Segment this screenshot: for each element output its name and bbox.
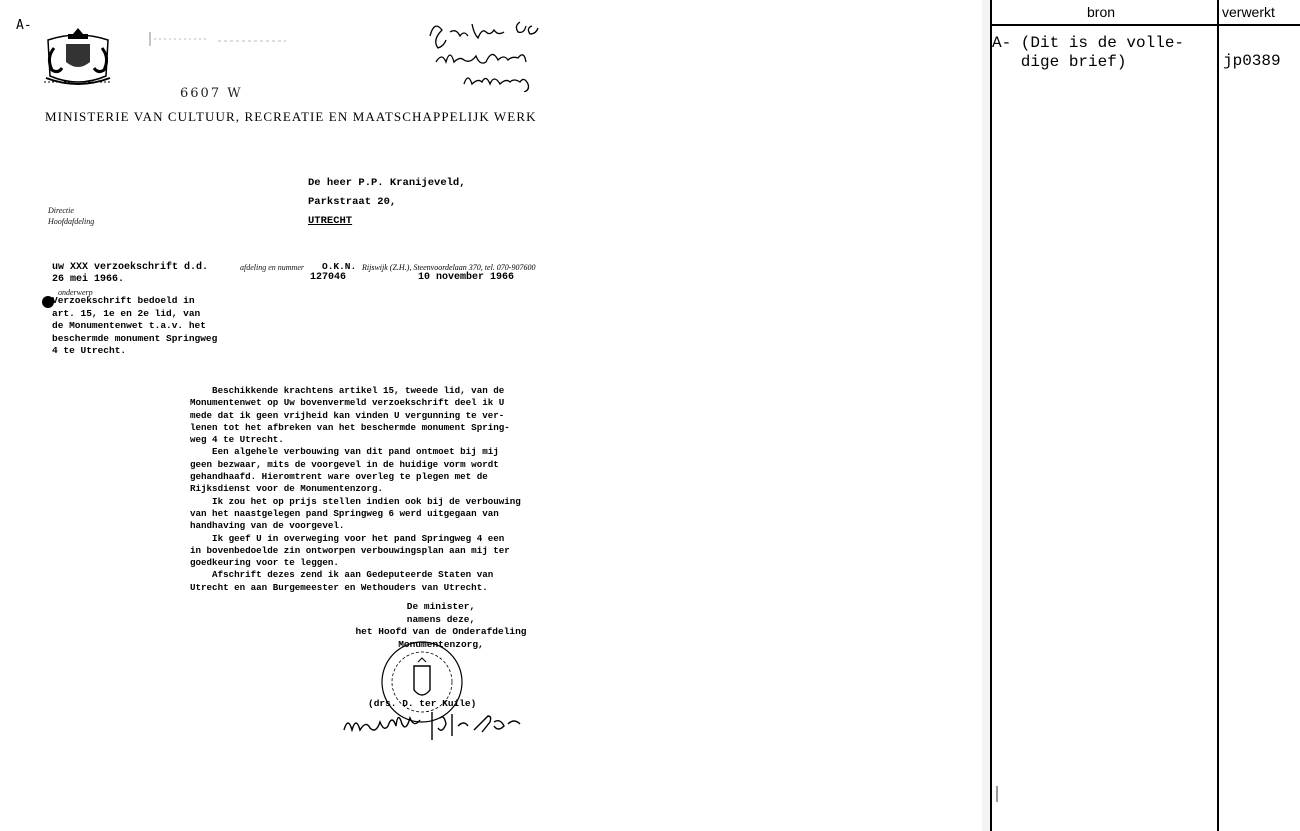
closing-line3: het Hoofd van de Onderafdeling — [355, 626, 527, 637]
addressee-name: De heer P.P. Kranijeveld, — [308, 177, 466, 189]
scan-edge — [982, 0, 990, 831]
table-column-divider — [1217, 0, 1219, 831]
closing-line4: Monumentenzorg, — [398, 638, 484, 650]
table-header-divider — [990, 24, 1300, 26]
letter-body: Beschikkende krachtens artikel 15, tweede lid, van de Monumentenwet op Uw bovenvermeld verzoekschrift deel ik U mede dat ik geen vrijheid kan vinden U vergunning te ver- lenen tot het afbreken van het beschermde monument Spring- weg 4 te Utrecht. Een algehele verbouwing van dit pand ontmoet bij mij geen bezwaar, mits de voorgevel in de huidige vorm wordt gehandhaafd. Hieromtrent ware overleg te plegen met de Rijksdienst voor de Monumentenzorg. Ik zou het op prijs stellen indien ook bij de verbouwing van het naastgelegen pand Springweg 6 werd uitgegaan van handhaving van de voorgevel. Ik geef U in overweging voor het pand Springweg 4 een in bovenbedoelde zin ontworpen verbouwingsplan aan mij ter goedkeuring voor te leggen. Afschrift dezes zend ik aan Gedeputeerde Staten van Utrecht en aan Burgemeester en Wethouders van Utrecht. — [190, 385, 521, 593]
signer-name: (drs. D. ter Kuile) — [368, 698, 477, 709]
afdeling-label: afdeling en nummer — [240, 263, 304, 272]
directie-label: Directie — [48, 206, 74, 215]
addressee-city: UTRECHT — [308, 215, 353, 227]
addressee-block — [308, 174, 466, 231]
table-border-left — [990, 0, 992, 831]
handwritten-signature — [340, 708, 530, 744]
reference-number: 6607 W — [180, 86, 243, 101]
column-header-bron: bron — [1087, 4, 1116, 20]
letter-place: Rijswijk (Z.H.), Steenvoordelaan 370, tel. 070-907600 — [362, 263, 536, 272]
your-reference-line1: uw XXX verzoekschrift d.d. — [52, 262, 209, 273]
afdeling-code: O.K.N. — [322, 261, 357, 272]
coat-of-arms-icon — [40, 26, 116, 88]
subject-text: Verzoekschrift bedoeld in art. 15, 1e en 2e lid, van de Monumentenwet t.a.v. het beschermde monument Springweg 4 te Utrecht. — [52, 295, 218, 356]
letter-date: 10 november 1966 — [418, 272, 515, 283]
ministry-name: MINISTERIE VAN CULTUUR, RECREATIE EN MAATSCHAPPELIJK WERK — [45, 109, 537, 124]
letter-number: 127046 — [310, 272, 347, 283]
faint-stamp — [148, 30, 288, 48]
handwritten-annotation — [420, 14, 560, 92]
addressee-street: Parkstraat 20, — [308, 196, 397, 208]
closing-line2: namens deze, — [406, 613, 476, 625]
hoofdafdeling-label: Hoofdafdeling — [48, 217, 95, 226]
subject-label: onderwerp — [58, 288, 93, 297]
your-reference-line2: 26 mei 1966. — [52, 274, 125, 285]
margin-mark — [996, 786, 998, 802]
closing-line1: De minister, — [406, 601, 476, 612]
bron-cell: A- (Dit is de volle- dige brief) — [992, 34, 1185, 71]
column-header-verwerkt: verwerkt — [1222, 4, 1275, 20]
page-marker: A- — [16, 18, 32, 33]
verwerkt-cell: jp0389 — [1223, 52, 1281, 70]
your-reference — [52, 262, 208, 286]
department-labels — [48, 205, 94, 227]
